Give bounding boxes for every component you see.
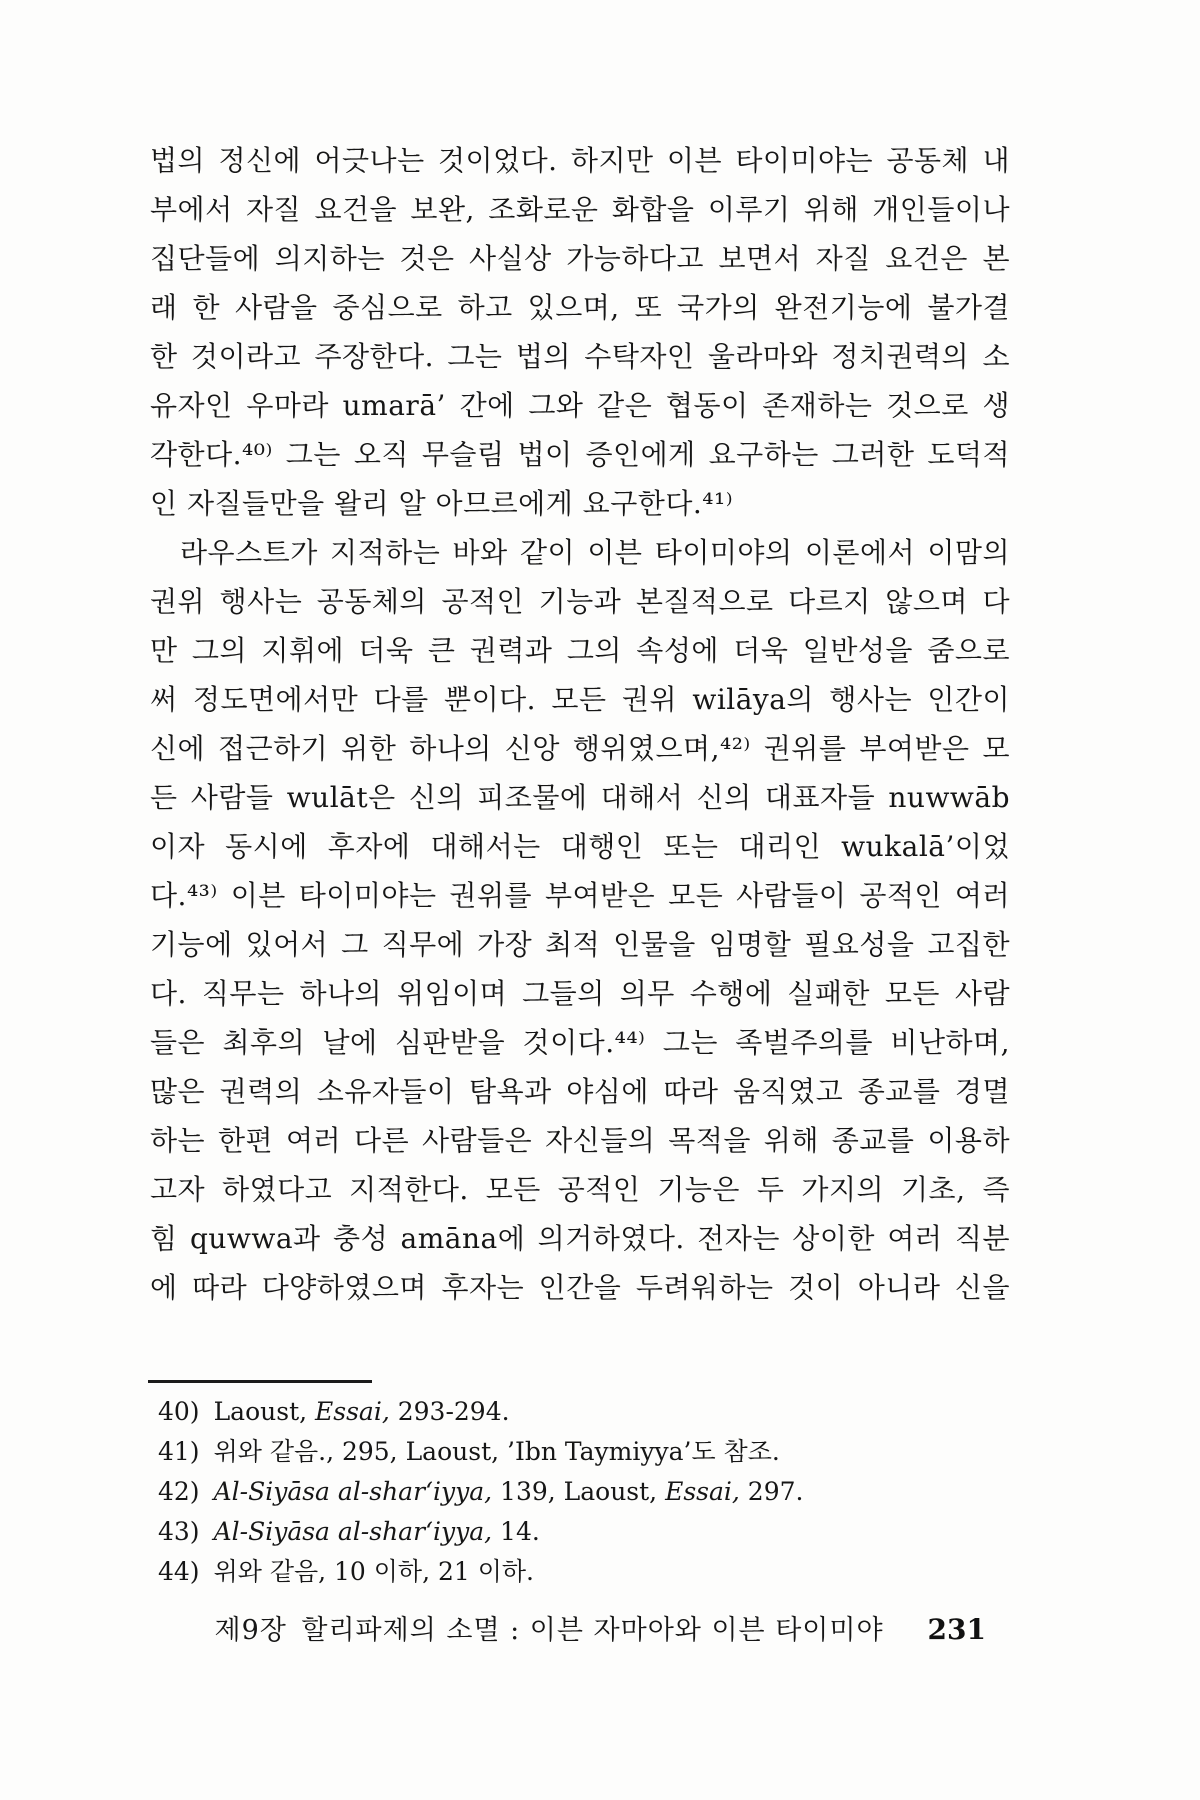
body-line: 부에서 자질 요건을 보완, 조화로운 화합을 이루기 위해 개인들이나 (150, 193, 1010, 226)
page-footer (150, 1608, 986, 1647)
body-line: 든 사람들 wulāt은 신의 피조물에 대해서 신의 대표자들 nuwwāb (150, 781, 1010, 814)
body-line: 래 한 사람을 중심으로 하고 있으며, 또 국가의 완전기능에 불가결 (150, 291, 1010, 324)
footnote-number: 41) (158, 1437, 200, 1466)
body-line: 써 정도면에서만 다를 뿐이다. 모든 권위 wilāya의 행사는 인간이 (150, 683, 1010, 716)
footnote (158, 1392, 1018, 1432)
footnote-number: 44) (158, 1557, 200, 1586)
footnote-text: Al-Siyāsa al-shar‘iyya, 14. (213, 1517, 540, 1546)
body-line: 한 것이라고 주장한다. 그는 법의 수탁자인 울라마와 정치권력의 소 (150, 340, 1010, 373)
footnote-text: 위와 같음, 10 이하, 21 이하. (213, 1557, 534, 1586)
footnotes-block (158, 1392, 1018, 1592)
footnote-separator (148, 1380, 372, 1383)
body-line-paragraph-start: 라우스트가 지적하는 바와 같이 이븐 타이미야의 이론에서 이맘의 (180, 536, 1010, 569)
footnote-number: 43) (158, 1517, 200, 1546)
body-line: 많은 권력의 소유자들이 탐욕과 야심에 따라 움직였고 종교를 경멸 (150, 1075, 1010, 1108)
page-number: 231 (927, 1613, 986, 1646)
body-line: 들은 최후의 날에 심판받을 것이다.⁴⁴⁾ 그는 족벌주의를 비난하며, (150, 1026, 1010, 1059)
footnote (158, 1432, 1018, 1472)
body-text-block (150, 136, 1010, 1312)
body-line: 에 따라 다양하였으며 후자는 인간을 두려워하는 것이 아니라 신을 (150, 1271, 1010, 1304)
body-line: 다. 직무는 하나의 위임이며 그들의 의무 수행에 실패한 모든 사람 (150, 977, 1010, 1010)
body-line: 만 그의 지휘에 더욱 큰 권력과 그의 속성에 더욱 일반성을 줌으로 (150, 634, 1010, 667)
body-line: 이자 동시에 후자에 대해서는 대행인 또는 대리인 wukalā’이었 (150, 830, 1010, 863)
running-title: 제9장 할리파제의 소멸 : 이븐 자마아와 이븐 타이미야 (214, 1615, 884, 1646)
footnote-text: Laoust, Essai, 293-294. (213, 1397, 510, 1426)
body-line: 법의 정신에 어긋나는 것이었다. 하지만 이븐 타이미야는 공동체 내 (150, 144, 1010, 177)
body-line: 유자인 우마라 umarā’ 간에 그와 같은 협동이 존재하는 것으로 생 (150, 389, 1010, 422)
body-line: 다.⁴³⁾ 이븐 타이미야는 권위를 부여받은 모든 사람들이 공적인 여러 (150, 879, 1010, 912)
body-line: 신에 접근하기 위한 하나의 신앙 행위였으며,⁴²⁾ 권위를 부여받은 모 (150, 732, 1010, 765)
body-line: 집단들에 의지하는 것은 사실상 가능하다고 보면서 자질 요건은 본 (150, 242, 1010, 275)
body-line-paragraph-end: 인 자질들만을 왈리 알 아므르에게 요구한다.⁴¹⁾ (150, 487, 734, 520)
body-line: 기능에 있어서 그 직무에 가장 최적 인물을 임명할 필요성을 고집한 (150, 928, 1010, 961)
body-line: 힘 quwwa과 충성 amāna에 의거하였다. 전자는 상이한 여러 직분 (150, 1222, 1010, 1255)
body-line: 권위 행사는 공동체의 공적인 기능과 본질적으로 다르지 않으며 다 (150, 585, 1010, 618)
footnote-number: 40) (158, 1397, 200, 1426)
footnote (158, 1512, 1018, 1552)
footnote-text: 위와 같음., 295, Laoust, ’Ibn Taymiyya’도 참조. (213, 1437, 780, 1466)
body-line: 고자 하였다고 지적한다. 모든 공적인 기능은 두 가지의 기초, 즉 (150, 1173, 1010, 1206)
footnote (158, 1472, 1018, 1512)
body-line: 하는 한편 여러 다른 사람들은 자신들의 목적을 위해 종교를 이용하 (150, 1124, 1010, 1157)
footnote (158, 1552, 1018, 1592)
footnote-number: 42) (158, 1477, 200, 1506)
footnote-text: Al-Siyāsa al-shar‘iyya, 139, Laoust, Essai, 297. (213, 1477, 804, 1506)
body-line: 각한다.⁴⁰⁾ 그는 오직 무슬림 법이 증인에게 요구하는 그러한 도덕적 (150, 438, 1010, 471)
